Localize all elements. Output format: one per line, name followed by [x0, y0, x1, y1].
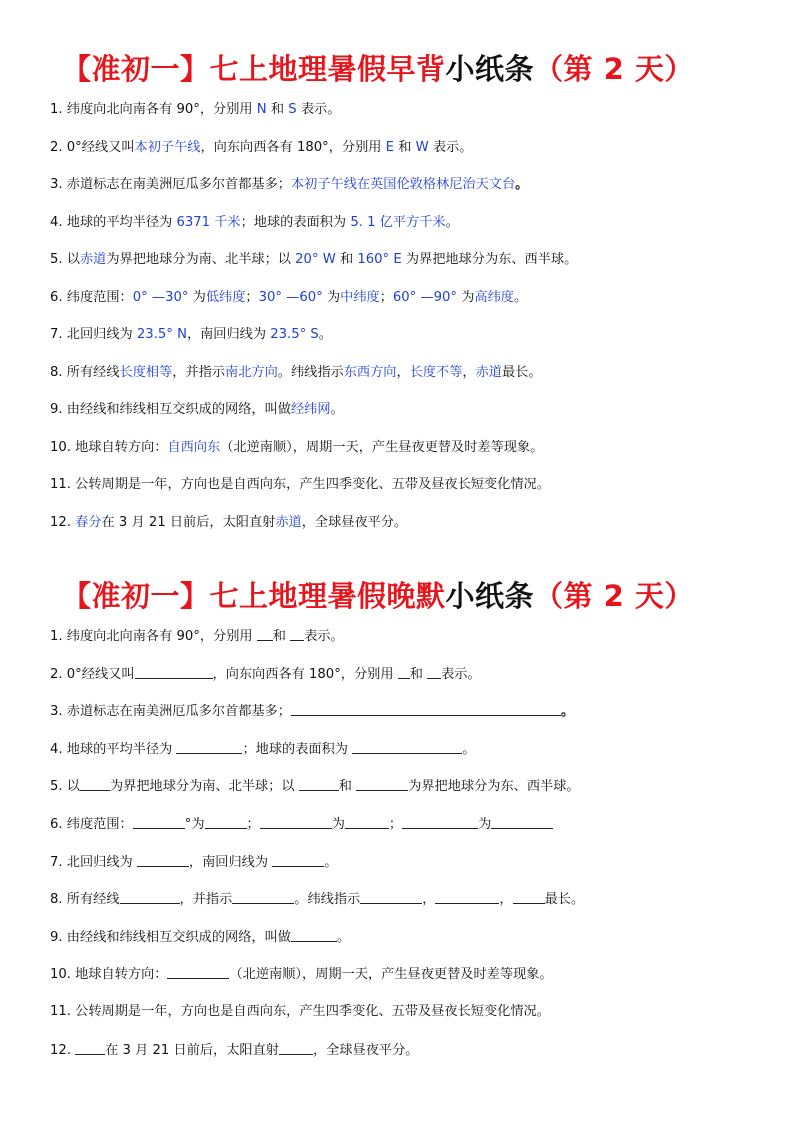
item-number: 6. [50, 817, 67, 832]
evening-title-day: （第 2 天） [534, 579, 694, 613]
item-number: 10. [50, 439, 76, 455]
item-number: 10. [50, 967, 76, 983]
item-text: 北回归线为 [66, 854, 137, 870]
answer-text: 南北方向 [225, 364, 278, 380]
answer-text: 赤道 [275, 514, 302, 530]
answer-blank[interactable] [299, 777, 339, 791]
item-text: 。纬线指示 [294, 892, 361, 908]
item-text: ；地球的表面积为 [240, 214, 351, 230]
item-number: 9. [50, 402, 67, 417]
answer-text: 自西向东 [167, 439, 221, 455]
answer-blank[interactable] [260, 815, 332, 829]
answer-blank[interactable] [427, 665, 441, 679]
evening-item-11 [50, 1003, 550, 1021]
item-text: ，全球昼夜平分。 [313, 1042, 419, 1058]
evening-item-2 [50, 665, 481, 684]
item-number: 12. [50, 1042, 76, 1058]
answer-text: 赤道 [475, 364, 502, 380]
item-number: 4. [50, 214, 67, 230]
item-number: 1. [50, 102, 67, 117]
item-text: 为 [457, 289, 475, 305]
item-text: 。 [336, 929, 351, 945]
morning-item-8 [50, 364, 542, 382]
answer-blank[interactable] [232, 890, 294, 904]
item-number: 9. [50, 929, 67, 945]
item-text: 由经线和纬线相互交织成的网络，叫做 [66, 929, 291, 945]
item-text: 以 [66, 252, 80, 267]
answer-blank[interactable] [345, 815, 389, 829]
evening-item-3 [50, 702, 574, 721]
answer-blank[interactable] [272, 853, 324, 867]
evening-item-9 [50, 928, 350, 947]
item-text: 纬度范围： [66, 817, 133, 832]
answer-text: 赤道 [79, 252, 107, 267]
answer-text: E [385, 139, 395, 155]
evening-title-black: 小纸条 [445, 579, 535, 613]
item-text: 表示。 [304, 629, 344, 644]
item-text: （北逆南顺），周期一天，产生昼夜更替及时差等现象。 [229, 967, 553, 983]
answer-blank[interactable] [279, 1041, 313, 1055]
morning-item-1 [50, 101, 340, 119]
morning-title-black: 小纸条 [445, 52, 535, 86]
item-text: 表示。 [441, 666, 481, 682]
answer-blank[interactable] [75, 1041, 105, 1055]
answer-blank[interactable] [291, 928, 337, 942]
answer-blank[interactable] [402, 815, 478, 829]
answer-blank[interactable] [257, 627, 273, 641]
item-text: 0°经线又叫 [66, 139, 135, 155]
morning-item-12 [50, 514, 407, 532]
item-text: 地球的平均半径为 [66, 741, 177, 757]
item-number: 8. [50, 364, 67, 380]
item-number: 4. [50, 741, 67, 757]
answer-text: 春分 [75, 514, 102, 530]
answer-blank[interactable] [80, 777, 110, 791]
item-text: 。纬线指示 [277, 364, 344, 380]
answer-text: 0° —30° [132, 289, 189, 305]
item-number: 8. [50, 892, 67, 908]
item-number: 5. [50, 252, 67, 267]
answer-blank[interactable] [360, 890, 422, 904]
evening-item-10 [50, 965, 553, 984]
item-text: 和 [335, 252, 358, 267]
morning-item-10 [50, 439, 543, 457]
item-text: 最长。 [501, 364, 542, 380]
item-text: 表示。 [428, 139, 473, 155]
answer-text: 6371 千米 [176, 214, 241, 230]
morning-item-9 [50, 401, 344, 419]
item-number: 12. [50, 514, 76, 530]
item-text: 和 [272, 629, 291, 644]
item-text: 为界把地球分为南、北半球；以 [109, 779, 299, 795]
item-number: 11. [50, 477, 76, 492]
item-text: 赤道标志在南美洲厄瓜多尔首都基多； [66, 704, 291, 720]
item-text: 为界把地球分为东、西半球。 [401, 252, 578, 267]
item-number: 11. [50, 1004, 76, 1019]
answer-blank[interactable] [137, 853, 189, 867]
item-text: 公转周期是一年，方向也是自西向东，产生四季变化、五带及昼夜长短变化情况。 [75, 477, 550, 492]
evening-title [62, 574, 694, 615]
item-text: 地球自转方向： [75, 967, 168, 983]
answer-text: 本初子午线在英国伦敦格林尼治天文台 [290, 177, 516, 192]
item-text: 为 [331, 817, 345, 832]
item-text: 纬度范围： [66, 289, 133, 305]
morning-title-red: 【准初一】七上地理暑假早背 [62, 52, 446, 86]
item-text: 最长。 [544, 892, 585, 908]
evening-item-6 [50, 815, 553, 834]
item-text: 和 [394, 139, 416, 155]
answer-text: 60° —90° [392, 289, 458, 305]
item-text: 在 3 月 21 日前后，太阳直射 [101, 514, 276, 530]
answer-blank[interactable] [135, 665, 213, 679]
item-text: 公转周期是一年，方向也是自西向东，产生四季变化、五带及昼夜长短变化情况。 [75, 1004, 550, 1019]
item-text: ， [462, 364, 476, 380]
item-text: 纬度向北向南各有 90°，分别用 [66, 629, 257, 644]
item-text: ， [396, 364, 410, 380]
item-text: 。 [445, 214, 459, 230]
item-text: ；地球的表面积为 [242, 741, 353, 757]
item-text: 为 [478, 817, 492, 832]
answer-blank[interactable] [491, 815, 553, 829]
item-text: 和 [409, 666, 428, 682]
item-text: （北逆南顺），周期一天，产生昼夜更替及时差等现象。 [220, 439, 544, 455]
item-text: 。 [515, 177, 529, 192]
item-text: 为 [188, 289, 206, 305]
morning-title [62, 47, 694, 88]
item-text: 0°经线又叫 [66, 666, 135, 682]
answer-blank[interactable] [290, 627, 304, 641]
morning-item-7 [50, 326, 332, 344]
answer-blank[interactable] [120, 890, 180, 904]
answer-text: 160° E [357, 252, 402, 267]
item-text: ，向东向西各有 180°，分别用 [212, 666, 398, 682]
item-number: 6. [50, 289, 67, 305]
morning-item-4 [50, 214, 459, 232]
item-number: 1. [50, 629, 67, 644]
answer-text: W [415, 139, 429, 155]
answer-text: 经纬网 [290, 402, 331, 417]
item-text: 为界把地球分为东、西半球。 [408, 779, 580, 795]
answer-text: 5. 1 亿平方千米 [350, 214, 446, 230]
answer-blank[interactable] [176, 740, 242, 754]
item-text: ； [245, 289, 259, 305]
item-text: °为 [184, 817, 205, 832]
item-text: 表示。 [296, 102, 341, 117]
answer-text: 30° —60° [258, 289, 323, 305]
item-text: 。 [318, 327, 332, 342]
item-text: ， [499, 892, 513, 908]
item-text: 。 [560, 704, 575, 720]
item-text: ，南回归线为 [188, 854, 273, 870]
item-text: ，南回归线为 [186, 327, 271, 342]
item-text: 由经线和纬线相互交织成的网络，叫做 [66, 402, 291, 417]
item-text: ，并指示 [172, 364, 226, 380]
morning-item-11 [50, 476, 550, 494]
item-number: 2. [50, 666, 67, 682]
item-text: ，向东向西各有 180°，分别用 [200, 139, 386, 155]
item-text: 地球的平均半径为 [66, 214, 177, 230]
evening-item-5 [50, 777, 580, 796]
answer-text: 20° W [295, 252, 336, 267]
answer-text: 东西方向 [343, 364, 397, 380]
item-number: 3. [50, 177, 67, 192]
answer-blank[interactable] [352, 740, 462, 754]
evening-item-4 [50, 740, 475, 759]
item-text: ； [388, 817, 403, 832]
evening-item-12 [50, 1041, 419, 1060]
item-text: ； [379, 289, 393, 305]
answer-text: 本初子午线 [134, 139, 201, 155]
morning-title-day: （第 2 天） [534, 52, 694, 86]
item-number: 7. [50, 327, 67, 342]
morning-item-5 [50, 251, 577, 269]
morning-item-6 [50, 289, 527, 307]
item-text: 地球自转方向： [75, 439, 168, 455]
item-text: 。 [513, 289, 528, 305]
answer-blank[interactable] [435, 890, 499, 904]
morning-item-3 [50, 176, 528, 194]
item-text: 。 [330, 402, 344, 417]
item-text: 在 3 月 21 日前后，太阳直射 [105, 1042, 279, 1058]
answer-text: 低纬度 [205, 289, 246, 305]
answer-blank[interactable] [291, 702, 561, 716]
item-text: 所有经线 [66, 892, 120, 908]
answer-text: 23.5° S [270, 327, 319, 342]
answer-text: 高纬度 [474, 289, 514, 305]
item-number: 7. [50, 854, 67, 870]
item-text: 为界把地球分为南、北半球；以 [106, 252, 296, 267]
answer-text: 23.5° N [136, 327, 187, 342]
answer-text: N [256, 102, 267, 117]
item-text: ； [246, 817, 260, 832]
answer-blank[interactable] [205, 815, 247, 829]
item-text: 。 [462, 741, 476, 757]
item-text: 纬度向北向南各有 90°，分别用 [66, 102, 257, 117]
item-text: ，并指示 [179, 892, 233, 908]
answer-text: S [288, 102, 297, 117]
item-text: 赤道标志在南美洲厄瓜多尔首都基多； [66, 177, 291, 192]
evening-title-red: 【准初一】七上地理暑假晚默 [62, 579, 446, 613]
answer-text: 长度相等 [119, 364, 173, 380]
answer-blank[interactable] [356, 777, 408, 791]
item-text: ， [422, 892, 436, 908]
item-text: 。 [324, 854, 338, 870]
answer-text: 中纬度 [340, 289, 380, 305]
answer-blank[interactable] [133, 815, 185, 829]
evening-item-1 [50, 627, 344, 646]
item-text: 所有经线 [66, 364, 120, 380]
item-number: 2. [50, 139, 67, 155]
morning-item-2 [50, 139, 472, 157]
answer-blank[interactable] [513, 890, 545, 904]
answer-text: 长度不等 [409, 364, 463, 380]
item-text: 为 [322, 289, 341, 305]
item-text: 北回归线为 [66, 327, 137, 342]
item-text: 和 [266, 102, 289, 117]
answer-blank[interactable] [398, 665, 410, 679]
item-number: 3. [50, 704, 67, 720]
item-text: ，全球昼夜平分。 [301, 514, 408, 530]
evening-item-7 [50, 853, 337, 872]
answer-blank[interactable] [167, 965, 229, 979]
item-text: 和 [338, 779, 357, 795]
item-number: 5. [50, 779, 67, 795]
item-text: 以 [66, 779, 80, 795]
evening-item-8 [50, 890, 584, 909]
